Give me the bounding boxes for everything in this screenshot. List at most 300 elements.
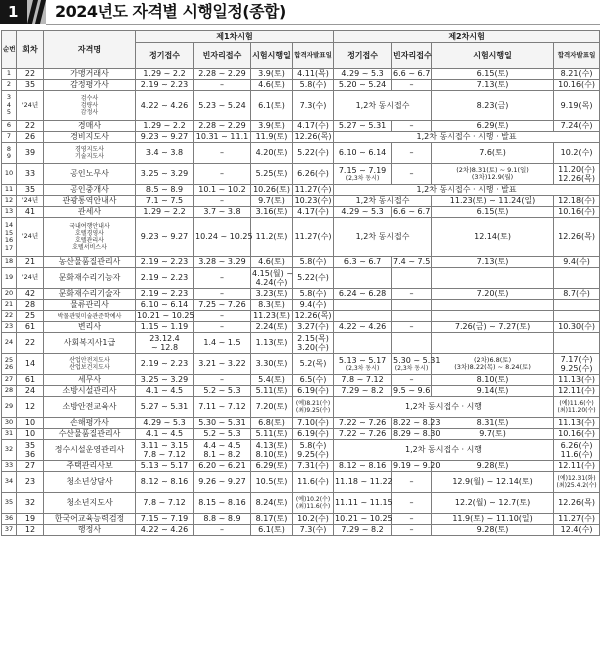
cell-no-text: 31	[4, 429, 14, 438]
col-header-exam-date: 시험시행일	[251, 43, 293, 69]
cell-result1-text: (최)9.25(수)	[295, 407, 331, 414]
cell-reg1	[136, 311, 194, 322]
cell-round-text: 10	[24, 418, 36, 428]
cell-exam1	[251, 218, 293, 257]
cell-exam1-text: 9.7(토)	[258, 196, 285, 206]
cell-merged-note	[334, 91, 432, 121]
cell-exam1	[251, 514, 293, 525]
cell-result2-text: (예)11.6(수)	[559, 400, 594, 407]
cell-round-text: 22	[24, 121, 36, 131]
cell-name	[44, 80, 136, 91]
cell-vac2	[392, 289, 432, 300]
cell-reg2	[334, 143, 392, 164]
cell-result1	[293, 69, 334, 80]
cell-result2	[554, 397, 600, 418]
cell-result1-text: 6.26(수)	[297, 169, 329, 179]
cell-round	[17, 207, 44, 218]
cell-round	[17, 185, 44, 196]
cell-vac2-text: 5.30 ~ 5.31	[393, 355, 441, 365]
cell-vac1-text: –	[220, 311, 224, 321]
cell-vac1-text: 5.23 ~ 5.24	[198, 100, 246, 110]
cell-name-text: 소방시설관리사	[62, 386, 117, 396]
cell-exam1-text: 8.3(토)	[258, 300, 285, 310]
cell-exam1-text: 3.9(토)	[258, 121, 285, 131]
cell-no	[2, 333, 17, 354]
col-header-no: 순번	[2, 31, 17, 69]
cell-reg1-text: 3.11 ~ 3.15	[140, 440, 189, 450]
cell-result2-text: 12.4(수)	[560, 525, 593, 535]
cell-no-text: 33	[4, 461, 14, 470]
cell-vac2	[392, 121, 432, 132]
cell-result1	[293, 386, 334, 397]
cell-no	[2, 493, 17, 514]
cell-result2	[554, 69, 600, 80]
col-header-name: 자격명	[44, 31, 136, 69]
cell-result1-text: 4.17(수)	[297, 207, 329, 217]
table-row	[2, 429, 600, 440]
cell-exam1	[251, 493, 293, 514]
cell-result1	[293, 461, 334, 472]
cell-round-text: 32	[24, 498, 36, 508]
cell-no-text: 6	[6, 121, 12, 130]
cell-round-text: '24년	[21, 273, 39, 282]
cell-name	[44, 386, 136, 397]
cell-no-text: 29	[4, 402, 14, 411]
cell-exam1	[251, 91, 293, 121]
cell-no	[2, 132, 17, 143]
cell-name	[44, 525, 136, 536]
table-row	[2, 386, 600, 397]
cell-name-text: 수산물품질관리사	[58, 429, 121, 439]
cell-reg1-text: 2.19 ~ 2.23	[140, 273, 189, 283]
cell-round-text: 61	[24, 375, 36, 385]
cell-vac2-text: 8.22 ~ 8.23	[393, 418, 441, 428]
cell-merged-note-text: 1,2차 동시접수	[355, 100, 410, 110]
cell-exam2-text: (2차)8.31(토) ~ 9.1(일)	[456, 165, 529, 174]
cell-result2-text: 12.11(수)	[558, 386, 595, 396]
cell-result1	[293, 121, 334, 132]
cell-result1	[293, 375, 334, 386]
cell-result1	[293, 472, 334, 493]
cell-no	[2, 375, 17, 386]
cell-reg1-text: 4.22 ~ 4.26	[140, 100, 189, 110]
cell-vac1-text: –	[220, 525, 224, 535]
cell-vac1	[194, 397, 251, 418]
cell-reg1-text: 3.25 ~ 3.29	[140, 169, 189, 179]
cell-result1-text: 10.2(수)	[297, 514, 329, 524]
cell-vac2-text: (2,3차 동시)	[394, 365, 429, 373]
cell-reg2-text: 5.13 ~ 5.17	[338, 355, 387, 365]
cell-round	[17, 121, 44, 132]
cell-reg1-text: 10.21 ~ 10.25	[137, 311, 195, 321]
cell-exam1-text: 10.26(토)	[253, 185, 290, 195]
cell-exam2-text: 9.28(토)	[476, 525, 509, 535]
cell-round	[17, 196, 44, 207]
cell-reg2	[334, 375, 392, 386]
cell-name	[44, 311, 136, 322]
cell-exam1-text: 7.20(토)	[255, 402, 288, 412]
table-row	[2, 257, 600, 268]
cell-vac1-text: 1.4 ~ 1.5	[203, 338, 241, 348]
cell-reg1	[136, 80, 194, 91]
cell-no-text: 14	[4, 221, 14, 229]
cell-result2-text: 10.2(수)	[560, 148, 593, 158]
cell-vac1-text: 10.31 ~ 11.1	[195, 132, 249, 142]
cell-result1-text: 4.17(수)	[297, 121, 329, 131]
cell-name-text: 기술지도사	[75, 153, 104, 160]
cell-reg2-text: (2,3차 동시)	[345, 175, 380, 183]
cell-result1-text: 9.25(수)	[297, 450, 329, 459]
cell-name	[44, 514, 136, 525]
cell-name	[44, 268, 136, 289]
cell-merged-note-text: 1,2차 동시접수 · 시행	[405, 402, 483, 412]
cell-round	[17, 91, 44, 121]
cell-name-text: 공인노무사	[70, 169, 109, 179]
cell-reg2	[334, 418, 392, 429]
cell-round	[17, 354, 44, 375]
cell-exam2-text: (2차)6.8(토)	[473, 355, 512, 364]
cell-reg1-text: 2.19 ~ 2.23	[140, 359, 189, 369]
table-row	[2, 289, 600, 300]
cell-reg1-text: 9.23 ~ 9.27	[140, 232, 189, 242]
cell-name-text: 경매사	[77, 121, 102, 131]
cell-no	[2, 514, 17, 525]
cell-vac2	[392, 268, 432, 289]
cell-no-text: 36	[4, 514, 14, 523]
cell-round-text: 35	[24, 440, 36, 450]
cell-round-text: 10	[24, 429, 36, 439]
cell-vac1-text: 7.11 ~ 7.12	[198, 402, 246, 412]
cell-no	[2, 80, 17, 91]
cell-name-text: 한국어교육능력검정	[54, 514, 125, 524]
cell-reg1-text: 1.29 ~ 2.2	[143, 207, 186, 217]
cell-result1-text: 6.5(수)	[299, 375, 327, 385]
cell-vac1-text: –	[220, 148, 224, 158]
cell-no-text: 8	[6, 144, 12, 153]
cell-result1-text: 11.27(수)	[294, 232, 332, 242]
cell-reg1-text: ~ 12.8	[150, 343, 179, 352]
table-row	[2, 440, 600, 461]
cell-name	[44, 429, 136, 440]
cell-vac2	[392, 69, 432, 80]
cell-name-text: 물류관리사	[70, 300, 109, 310]
cell-vac2	[392, 472, 432, 493]
cell-reg1-text: 7.1 ~ 7.5	[145, 196, 184, 206]
cell-reg2-text: 7.22 ~ 7.26	[338, 418, 387, 428]
cell-name	[44, 322, 136, 333]
cell-exam1	[251, 207, 293, 218]
cell-vac2-text: –	[409, 169, 414, 179]
cell-no	[2, 289, 17, 300]
cell-result2-text: 7.17(수)	[560, 354, 593, 364]
cell-reg2-text: 7.22 ~ 7.26	[338, 429, 387, 439]
cell-exam2	[432, 69, 554, 80]
cell-exam2	[432, 268, 554, 289]
cell-round	[17, 257, 44, 268]
cell-reg1-text: 4.1 ~ 4.5	[145, 429, 184, 439]
cell-reg2	[334, 322, 392, 333]
cell-exam2-text: 6.15(토)	[476, 69, 509, 79]
cell-exam1-text: 11.23(토)	[253, 311, 290, 321]
cell-vac1-text: 5.2 ~ 5.3	[203, 429, 241, 439]
cell-exam2	[432, 80, 554, 91]
cell-no	[2, 418, 17, 429]
cell-vac1	[194, 472, 251, 493]
cell-name	[44, 472, 136, 493]
cell-merged-note-text: 1,2차 동시접수	[355, 196, 410, 206]
cell-reg1	[136, 143, 194, 164]
cell-result2	[554, 461, 600, 472]
cell-merged-note	[334, 218, 432, 257]
cell-result2-text: 11.20(수)	[558, 164, 595, 174]
cell-result1	[293, 514, 334, 525]
cell-exam1	[251, 397, 293, 418]
cell-exam2	[432, 472, 554, 493]
cell-reg2	[334, 354, 392, 375]
cell-no-text: 22	[4, 311, 14, 320]
cell-result1-text: 7.31(수)	[297, 461, 329, 471]
cell-result2-text: 7.24(수)	[560, 121, 593, 131]
cell-result1-text: 10.23(수)	[294, 196, 332, 206]
cell-exam1	[251, 69, 293, 80]
cell-vac1-text: –	[220, 196, 224, 206]
cell-round	[17, 429, 44, 440]
cell-name	[44, 185, 136, 196]
cell-vac1	[194, 375, 251, 386]
cell-round-text: 27	[24, 461, 36, 471]
cell-reg1	[136, 440, 194, 461]
cell-round	[17, 525, 44, 536]
cell-no	[2, 300, 17, 311]
cell-result2	[554, 354, 600, 375]
cell-name	[44, 91, 136, 121]
table-row	[2, 69, 600, 80]
cell-no	[2, 525, 17, 536]
cell-name-text: 사회복지사1급	[63, 338, 116, 348]
section-number: 1	[0, 0, 27, 24]
cell-reg2-text: 7.29 ~ 8.2	[341, 386, 384, 396]
cell-no	[2, 185, 17, 196]
cell-result1	[293, 418, 334, 429]
cell-name-text: 공인중개사	[70, 185, 109, 195]
cell-name	[44, 354, 136, 375]
cell-round	[17, 333, 44, 354]
cell-vac2	[392, 300, 432, 311]
cell-name-text: 산업안전지도사	[69, 357, 110, 364]
cell-reg2-text: 6.10 ~ 6.14	[338, 148, 387, 158]
cell-result2	[554, 257, 600, 268]
cell-result2	[554, 440, 600, 461]
cell-exam2	[432, 218, 554, 257]
cell-name-text: 정수시설운영관리사	[54, 445, 125, 455]
cell-exam1-text: 5.11(토)	[255, 429, 288, 439]
cell-exam1	[251, 322, 293, 333]
cell-vac1	[194, 525, 251, 536]
cell-vac1-text: 2.28 ~ 2.29	[198, 121, 246, 131]
cell-vac1-text: –	[220, 375, 224, 385]
cell-name	[44, 461, 136, 472]
cell-exam1	[251, 440, 293, 461]
cell-result1	[293, 354, 334, 375]
cell-no-text: 23	[4, 322, 14, 331]
cell-vac1-text: 3.28 ~ 3.29	[198, 257, 246, 267]
table-row	[2, 472, 600, 493]
cell-round-text: '24년	[21, 100, 39, 109]
cell-name-text: 변리사	[77, 322, 102, 332]
cell-reg1	[136, 218, 194, 257]
cell-result1-text: 6.19(수)	[297, 429, 329, 439]
cell-name	[44, 397, 136, 418]
cell-result1-text: (예)8.21(수)	[295, 400, 331, 407]
cell-round-text: 33	[24, 169, 36, 179]
cell-round	[17, 311, 44, 322]
cell-round	[17, 514, 44, 525]
cell-name-text: 호텔경영사	[75, 230, 104, 237]
cell-round	[17, 132, 44, 143]
cell-vac1	[194, 461, 251, 472]
cell-reg1	[136, 185, 194, 196]
cell-round-text: 22	[24, 338, 36, 348]
cell-name	[44, 121, 136, 132]
cell-result2-text: 11.13(수)	[558, 375, 595, 385]
cell-result2-text: 12.18(수)	[558, 196, 595, 206]
cell-result1	[293, 218, 334, 257]
cell-name-text: 관세사	[77, 207, 102, 217]
cell-result2-text: (최)25.4.2(수)	[556, 482, 597, 489]
cell-name-text: 손해평가사	[70, 418, 109, 428]
cell-reg1	[136, 91, 194, 121]
cell-result2	[554, 472, 600, 493]
cell-result2	[554, 164, 600, 185]
cell-round	[17, 472, 44, 493]
cell-reg1	[136, 207, 194, 218]
cell-round	[17, 300, 44, 311]
cell-reg1	[136, 300, 194, 311]
cell-reg2-text: 4.29 ~ 5.3	[341, 207, 384, 217]
cell-exam2-text: 12.2(월) ~ 12.7(토)	[454, 498, 531, 508]
cell-no-text: 10	[4, 169, 14, 178]
cell-exam1-text: 11.2(토)	[255, 232, 288, 242]
cell-merged-note	[334, 397, 554, 418]
cell-vac2	[392, 257, 432, 268]
table-row	[2, 493, 600, 514]
cell-result2-text: 10.30(수)	[558, 322, 595, 332]
cell-round-text: 21	[24, 257, 36, 267]
cell-vac2	[392, 493, 432, 514]
cell-exam1	[251, 132, 293, 143]
table-row	[2, 268, 600, 289]
cell-round-text: 12	[24, 402, 36, 412]
cell-reg1	[136, 418, 194, 429]
cell-no	[2, 472, 17, 493]
cell-name-text: 소방안전교육사	[62, 402, 117, 412]
cell-exam2-text: (3차)8.22(목) ~ 8.24(토)	[454, 363, 531, 371]
cell-result2	[554, 322, 600, 333]
cell-round-text: 35	[24, 80, 36, 90]
cell-exam1-text: 6.1(토)	[258, 525, 285, 535]
page-title: 2024년도 자격별 시행일정(종합)	[55, 2, 286, 21]
cell-vac2	[392, 514, 432, 525]
cell-reg2-text: 7.29 ~ 8.2	[341, 525, 384, 535]
cell-vac2-text: –	[409, 80, 414, 90]
cell-no-text: 21	[4, 300, 14, 309]
table-row	[2, 514, 600, 525]
cell-exam1	[251, 164, 293, 185]
cell-no-text: 26	[4, 363, 14, 371]
cell-reg2	[334, 311, 392, 322]
cell-exam2-text: 9.7(토)	[479, 429, 506, 439]
cell-vac1-text: 5.2 ~ 5.3	[203, 386, 241, 396]
cell-result1	[293, 132, 334, 143]
cell-reg2-text: 5.20 ~ 5.24	[338, 80, 387, 90]
cell-exam2-text: 9.14(토)	[476, 386, 509, 396]
cell-merged-note-text: 1,2차 동시접수 · 시행 · 발표	[416, 132, 517, 142]
cell-vac2	[392, 418, 441, 429]
cell-result2-text: 10.16(수)	[558, 207, 595, 217]
cell-reg2-text: 7.8 ~ 7.12	[341, 375, 384, 385]
cell-name-text: 감정사	[80, 109, 99, 116]
cell-round-text: 36	[24, 450, 36, 459]
cell-vac1	[194, 311, 251, 322]
cell-exam1-text: 5.11(토)	[255, 386, 288, 396]
cell-merged-note-text: 1,2차 동시접수 · 시행 · 발표	[416, 185, 517, 195]
cell-reg1	[136, 514, 194, 525]
cell-result1-text: 7.3(수)	[299, 525, 327, 535]
cell-exam2	[432, 300, 554, 311]
cell-vac2-text: –	[409, 322, 414, 332]
cell-vac2	[392, 143, 432, 164]
cell-no-text: 5	[6, 108, 12, 117]
cell-vac2-text: –	[409, 514, 414, 524]
cell-result2	[554, 525, 600, 536]
cell-reg1-text: 1.15 ~ 1.19	[140, 322, 189, 332]
cell-exam1-text: 3.9(토)	[258, 69, 285, 79]
cell-vac2	[392, 333, 432, 354]
cell-result1	[293, 493, 334, 514]
cell-vac2	[392, 207, 432, 218]
cell-vac2-text: 9.5 ~ 9.6	[393, 386, 431, 396]
cell-exam1-text: 8.10(토)	[255, 450, 288, 459]
cell-vac1-text: 8.1 ~ 8.2	[203, 450, 241, 459]
cell-round-text: 42	[24, 289, 36, 299]
table-row	[2, 132, 600, 143]
cell-exam1-text: 11.9(토)	[255, 132, 288, 142]
cell-result2-text: (예)12.31(화)	[557, 475, 596, 482]
cell-reg1-text: 5.13 ~ 5.17	[140, 461, 189, 471]
cell-reg1	[136, 525, 194, 536]
cell-no	[2, 91, 17, 121]
cell-exam2-text: 11.23(토) ~ 11.24(일)	[449, 196, 536, 206]
cell-exam2	[432, 322, 554, 333]
cell-reg2	[334, 493, 392, 514]
cell-name-text: 주택관리사보	[66, 461, 113, 471]
cell-merged-note	[334, 185, 600, 196]
cell-exam2	[432, 493, 554, 514]
cell-vac1	[194, 354, 251, 375]
cell-reg1	[136, 289, 194, 300]
cell-round	[17, 218, 44, 257]
cell-result1	[293, 289, 334, 300]
cell-no	[2, 69, 17, 80]
cell-reg2-text: 5.27 ~ 5.31	[338, 121, 387, 131]
cell-reg1	[136, 354, 194, 375]
cell-exam2	[432, 311, 554, 322]
cell-no-text: 32	[4, 445, 14, 454]
cell-exam1-text: 6.29(토)	[255, 461, 288, 471]
header-underline	[46, 24, 600, 25]
cell-no-text: 25	[4, 355, 14, 364]
cell-round	[17, 164, 44, 185]
